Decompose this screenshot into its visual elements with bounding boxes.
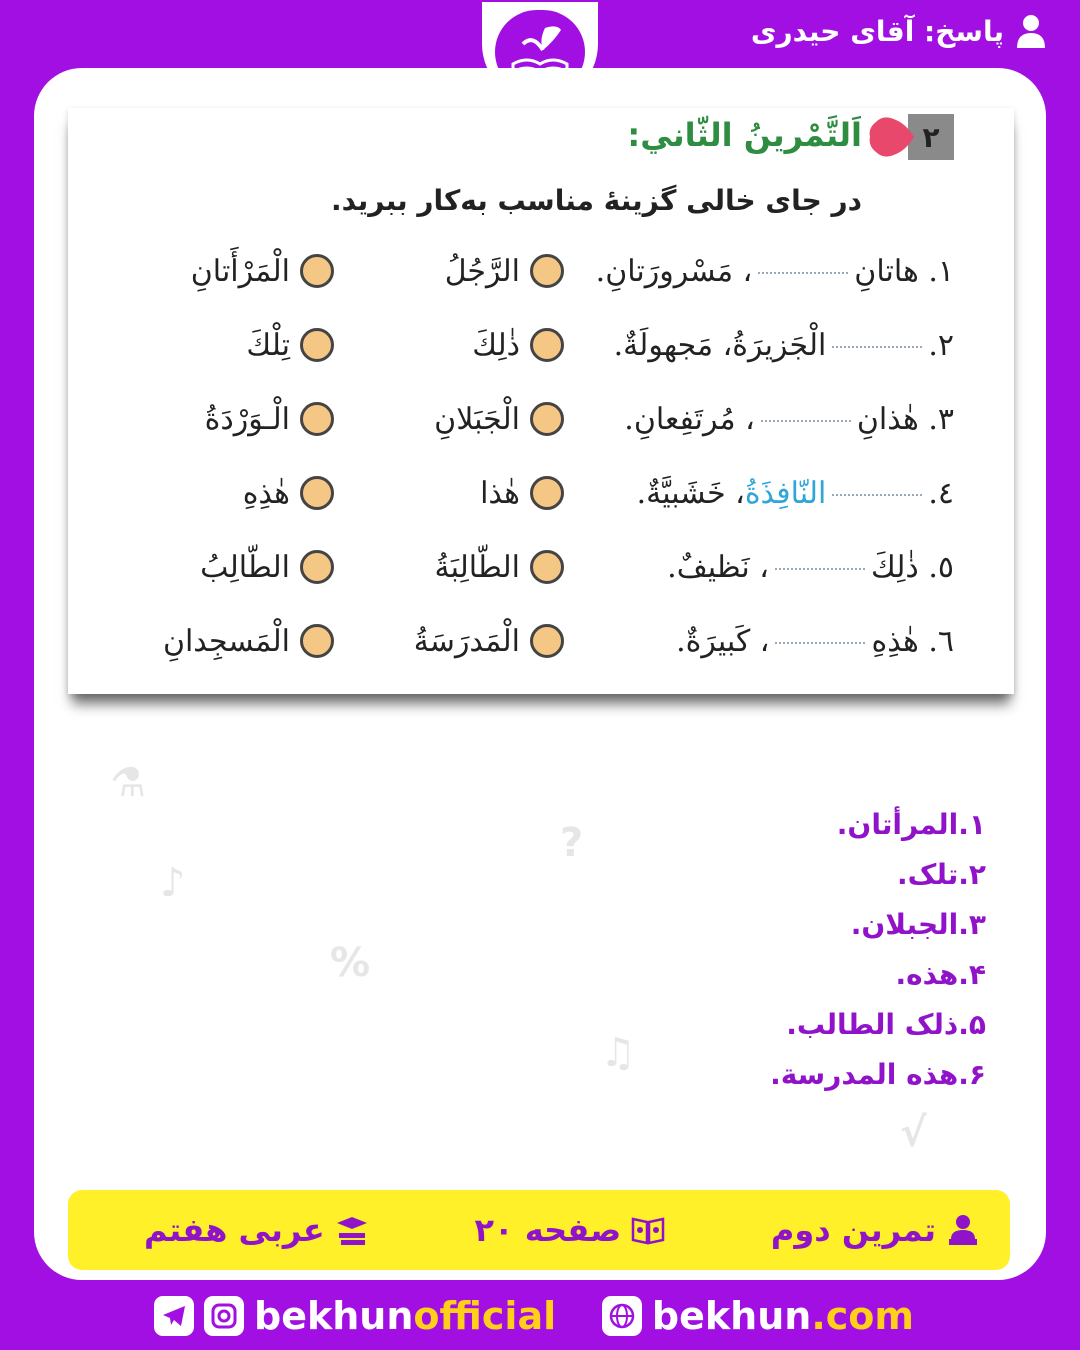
instagram-handle[interactable]: bekhunofficial bbox=[254, 1294, 557, 1338]
footer-exercise-label: تمرین دوم bbox=[770, 1211, 936, 1249]
doodle-percent-icon: % bbox=[330, 940, 371, 986]
question-row bbox=[104, 244, 954, 298]
exercise-title: اَلتَّمْرينُ الثّاني: bbox=[627, 116, 862, 154]
radio-button[interactable] bbox=[300, 550, 334, 584]
question-text: ۲.الْجَزيرَةُ، مَجهولَةٌ. bbox=[613, 327, 954, 363]
exercise-number: ۲ bbox=[908, 114, 954, 160]
instagram-link[interactable] bbox=[154, 1294, 556, 1338]
website-link[interactable] bbox=[602, 1294, 914, 1338]
question-text: ٤.النّافِذَةُ، خَشَبيَّةٌ. bbox=[636, 475, 954, 511]
instagram-icon[interactable] bbox=[204, 1296, 244, 1336]
option[interactable]: هٰذا bbox=[334, 476, 564, 511]
footer-book bbox=[144, 1211, 369, 1249]
answer-blank bbox=[758, 272, 848, 274]
radio-button[interactable] bbox=[530, 254, 564, 288]
answer-item: ۶.هذه المدرسة. bbox=[770, 1058, 986, 1091]
radio-button[interactable] bbox=[530, 476, 564, 510]
footer-page bbox=[474, 1211, 665, 1249]
answer-blank bbox=[761, 420, 851, 422]
doodle-note-icon: ♫ bbox=[600, 1030, 636, 1076]
answer-blank bbox=[775, 568, 865, 570]
answer-item: ۵.ذلک الطالب. bbox=[786, 1008, 986, 1041]
teacher-icon bbox=[946, 1213, 980, 1247]
question-row bbox=[104, 318, 954, 372]
header-credit bbox=[751, 14, 1046, 48]
option[interactable]: الْمَرْأَتانِ bbox=[104, 254, 334, 289]
answer-list bbox=[770, 800, 986, 1100]
doodle-question-icon: ? bbox=[560, 820, 584, 866]
answer-item: ۱.المرأتان. bbox=[836, 808, 986, 841]
question-row bbox=[104, 466, 954, 520]
doodle-note-icon: ♪ bbox=[160, 860, 186, 906]
radio-button[interactable] bbox=[300, 476, 334, 510]
option[interactable]: تِلْكَ bbox=[104, 328, 334, 363]
telegram-icon[interactable] bbox=[154, 1296, 194, 1336]
option[interactable]: الْـوَرْدَةُ bbox=[104, 402, 334, 437]
answer-item: ۳.الجبلان. bbox=[850, 908, 986, 941]
flower-badge-icon bbox=[866, 114, 914, 160]
footer-page-label: صفحه ۲۰ bbox=[474, 1211, 622, 1249]
answer-blank bbox=[832, 494, 922, 496]
option[interactable]: الْمَدرَسَةُ bbox=[334, 624, 564, 659]
radio-button[interactable] bbox=[530, 402, 564, 436]
question-text: ٦. هٰذِهِ، كَبيرَةٌ. bbox=[676, 623, 954, 659]
radio-button[interactable] bbox=[530, 328, 564, 362]
footer-info-bar bbox=[68, 1190, 1010, 1270]
question-text: ۳. هٰذانِ، مُرتَفِعانِ. bbox=[624, 401, 954, 437]
credit-text: پاسخ: آقای حیدری bbox=[750, 14, 1004, 48]
radio-button[interactable] bbox=[300, 402, 334, 436]
question-row bbox=[104, 614, 954, 668]
option[interactable]: هٰذِهِ bbox=[104, 476, 334, 511]
option[interactable]: الرَّجُلُ bbox=[334, 254, 564, 289]
radio-button[interactable] bbox=[530, 624, 564, 658]
question-text: ٥. ذٰلِكَ، نَظيفٌ. bbox=[667, 549, 954, 585]
option[interactable]: الْمَسجِدانِ bbox=[104, 624, 334, 659]
question-row bbox=[104, 392, 954, 446]
answer-blank bbox=[775, 642, 865, 644]
doodle-flask-icon: ⚗ bbox=[110, 760, 146, 806]
radio-button[interactable] bbox=[300, 328, 334, 362]
radio-button[interactable] bbox=[530, 550, 564, 584]
graduation-books-icon bbox=[335, 1213, 369, 1247]
doodle-root-icon: √ bbox=[900, 1110, 927, 1156]
question-text: ۱. هاتانِ، مَسْرورَتانِ. bbox=[595, 253, 954, 289]
footer-exercise bbox=[771, 1211, 980, 1249]
website-url[interactable]: bekhun.com bbox=[651, 1294, 914, 1338]
globe-icon[interactable] bbox=[602, 1296, 642, 1336]
social-links bbox=[154, 1290, 914, 1342]
footer-book-label: عربی هفتم bbox=[144, 1211, 325, 1249]
option[interactable]: الْجَبَلانِ bbox=[334, 402, 564, 437]
question-row bbox=[104, 540, 954, 594]
answer-blank bbox=[832, 346, 922, 348]
option[interactable]: الطّالِبَةُ bbox=[334, 550, 564, 585]
exercise-book-image bbox=[68, 108, 1014, 694]
option[interactable]: الطّالِبُ bbox=[104, 550, 334, 585]
option[interactable]: ذٰلِكَ bbox=[334, 328, 564, 363]
exercise-instruction: در جای خالی گزینهٔ مناسب به‌کار ببرید. bbox=[330, 184, 862, 217]
answer-item: ۴.هذه. bbox=[895, 958, 986, 991]
radio-button[interactable] bbox=[300, 254, 334, 288]
radio-button[interactable] bbox=[300, 624, 334, 658]
user-icon bbox=[1016, 14, 1046, 48]
answer-item: ۲.تلک. bbox=[897, 858, 986, 891]
open-book-icon bbox=[631, 1213, 665, 1247]
